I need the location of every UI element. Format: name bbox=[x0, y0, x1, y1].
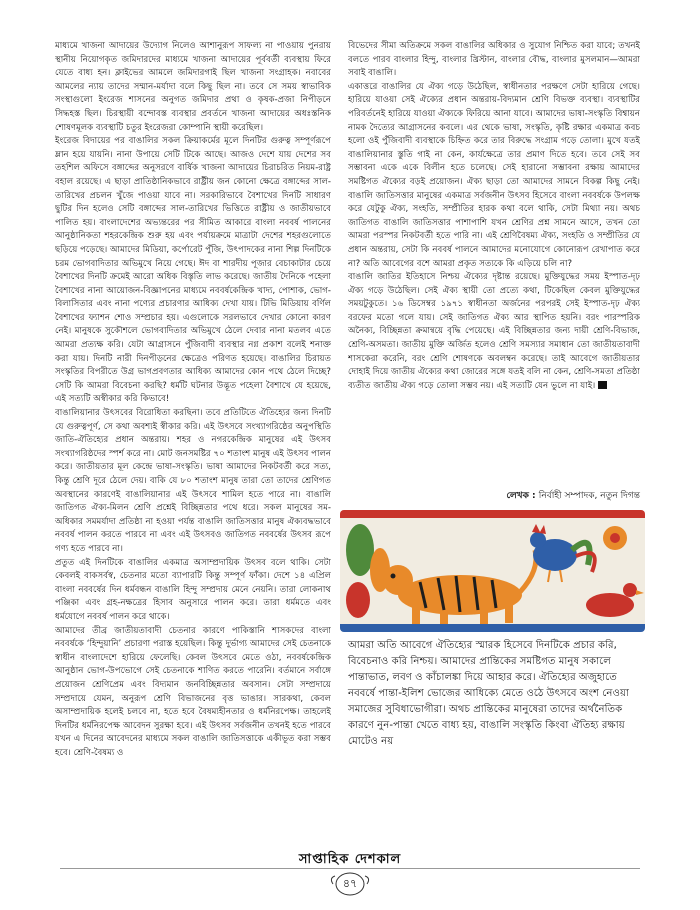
footer-divider bbox=[60, 868, 640, 869]
page-number-text: ৪৭ bbox=[342, 877, 358, 890]
author-name: নির্বাহী সম্পাদক, নতুন দিগন্ত bbox=[538, 491, 640, 501]
end-marker-icon bbox=[598, 381, 607, 389]
paragraph: বাঙালিয়ানার উৎসবের বিরোধিতা করছিনা। তবে প্রতিটিতে ঐতিহ্যের জন্য দিনটি যে গুরুত্বপূর্ণ, সে কথা অবশ্যই স্বীকার করি। এই উৎসবে সংখ্যাগরিষ্ঠের অনুপস্থিতি জাতি-ঐতিহ্যের প্রধান অন্তরায়। শহর ও নগরকেন্দ্রিক মানুষের এই উৎসব সংখ্যাগরিষ্ঠদের স্পর্শ করে না। মোট জনসমষ্টির ৭০ শতাংশ মানুষ এই উৎসব পালন করে। জাতীয়তার মূল কেন্দ্রে ভাষা-সংস্কৃতি। ভাষা আমাদের নিকটবর্তী করে সত্য, কিন্তু শ্রেণি দূরে ঠেলে দেয়। বাকি যে ৮০ শতাংশ মানুষ তারা তো তাদের শ্রেণিগত অবস্থানের কারণেই বাঙালিয়ানার এই উৎসবে শামিল হতে পারে না। বাঙালি জাতিগত ঐক্য-মিলন শ্রেণি প্রশ্নেই বিচ্ছিন্নতার পথে ধরে। সকল মানুষের সম-অধিকার সমমর্যাদা প্রতিষ্ঠা না হওয়া পর্যন্ত বাঙালি জাতিসত্তার মানুষ ঐক্যবদ্ধভাবে নববর্ষ পালন করতে পারবে না এবং এই উৎসবও জাতিগত নববর্ষের উৎসব রূপে গণ্য হতে পারবে না। bbox=[55, 408, 331, 554]
paragraph: মাধ্যমে খাজনা আদায়ের উদ্যোগ নিলেও আশানুরূপ সাফল্য না পাওয়ায় পুনরায় স্থানীয় নিয়োগকৃত জমিদারদের মাধ্যমে খাজনা আদায়ের পূর্ববর্তী ব্যবস্থায় ফিরে যেতে বাধ্য হন। ক্লাইভের আমলে জমিদারগাই ছিল খাজনা সংগ্রাহক। নবাবের আমলের ন্যায় তাদের সম্মান-মর্যাদা বলে কিছু ছিল না। তবে সে সময় স্বাভাবিক সংস্থাগুলো ইংরেজ শাসনের অনুগত জমিদার প্রথা ও কৃষক-প্রজা নিপীড়নে সিদ্ধহস্ত ছিল। চিরস্থায়ী বন্দোবস্ত ব্যবস্থার প্রবর্তনে খাজনা আদায়ের অধঃস্তনিক শোষণমূলক ব্যবস্থাটি চতুর ইংরেজরা কোম্পানি স্থায়ী করেছিল। bbox=[55, 41, 331, 133]
illustration-graphic bbox=[340, 510, 645, 632]
paragraph: আমাদের তীব্র জাতীয়তাবাদী চেতনার কারণে পাকিস্তানি শাসকদের বাংলা নববর্ষকে ‘হিন্দুয়ানি’ প্রচারণা পরাস্ত হয়েছিল। কিন্তু দুর্ভাগ্য আমাদের সেই চেতনাকে স্বাধীন বাংলাদেশে হারিয়ে ফেলেছি। কেবল উৎসবে মেতে ওঠা, নববর্ষকেন্দ্রিক আনুষ্ঠান ভোগ-উপভোগে সেই চেতনাকে শাণিত করতে পারেনি। বর্তমানে সর্বাঙ্গে প্রয়োজন শ্রেণিপ্রেম এবং বিদ্যমান জনবিচ্ছিন্নতার অবসান। সেটা সম্প্রদায়ে সম্প্রদায়ে যেমন, অনুরূপ শ্রেণি বিভাজনের বৃত্ত ভাঙার। সারকথা, কেবল অসাম্প্রদায়িক হলেই চলবে না, হতে হবে বৈষম্যহীনতার ও ধর্মনিরপেক্ষ। তাহলেই দিনটির ধর্মনিরপেক্ষ আবেদন সুরক্ষা হবে। এই উৎসব সর্বজনীন তখনই হতে পারবে যখন এ দিনের আবেদনের মাধ্যমে সকল বাঙালি জাতিসত্তাকে একীভূত করা সম্ভব হবে। শ্রেণি-বৈষম্য ও bbox=[55, 625, 331, 758]
masthead: সাপ্তাহিক দেশকাল bbox=[298, 852, 402, 867]
author-credit bbox=[348, 488, 640, 503]
paragraph: একাত্তরে বাঙালির যে ঐক্য গড়ে উঠেছিল, স্বাধীনতার পরক্ষণে সেটা হারিয়ে গেছে। হারিয়ে যাওয়া সেই ঐক্যের প্রধান অন্তরায়-বিদ্যমান শ্রেণি বিভক্ত ব্যবস্থা। ব্যবস্থাটির পরিবর্তনেই হারিয়ে যাওয়া ঐক্যকে ফিরিয়ে আনা যাবে। আমাদের ভাষা-সংস্কৃতি বিশ্বায়ন নামক দৈত্যের আগ্রাসনের কবলে। এর থেকে ভাষা, সংস্কৃতি, কৃষ্টি রক্ষার একমাত্র কবচ হলো ওই পুঁজিবাদী ব্যবস্থাকে চিহ্নিত করে তার বিরুদ্ধে সংগ্রাম গড়ে তোলা। মুখে যতই বাঙালিয়ানার স্তুতি গাই না কেন, কার্যক্ষেত্রে তার প্রমাণ দিতে হবে। তবে সেই সব সম্ভাবনা একে একে বিলীন হতে চলেছে। সেই হারানো সম্ভাবনা রক্ষায় আমাদের সমষ্টিগত ঐক্যের বড়ই প্রয়োজন। ঐক্য ছাড়া তো আমাদের সামনে বিকল্প কিছু নেই। বাঙালি জাতিসত্তার মানুষের একমাত্র সর্বজনীন উৎসব হিসেবে বাংলা নববর্ষকে উপলক্ষ করে যেটুকু ঐক্য, সংহতি, সম্প্রীতির হারক কথা বলে থাকি, সেটা মিথ্যা নয়। অথচ জাতিগত বাঙালি জাতিসত্তার পাশাপাশি যখন শ্রেণির প্রশ্ন সামনে আসে, তখন তো আমরা পরস্পর নিকটবর্তী হতে পারি না। এই শ্রেণিবৈষম্য ঐক্য, সংহতি ও সম্প্রীতির যে প্রধান অন্তরায়, সেটা কি নববর্ষ পালনে আমাদের মনোযোগে কোনোরূপ রেখাপাত করে না? অতি আবেগের বশে আমরা প্রকৃত সত্যকে কি এড়িয়ে চলি না? bbox=[348, 81, 640, 269]
left-column bbox=[55, 40, 331, 840]
paragraph: ইংরেজ বিদায়ের পর বাঙালির সকল ক্রিয়াকর্মের মূলে দিনটির গুরুত্ব সম্পূর্ণরূপে ম্লান হয়ে যায়নি। নানা উপায়ে সেটি টিকে আছে। আজও দেশে যায় দেশের সব তহশিল অফিসে বঙ্গাব্দের অনুসরণে বার্ষিক খাজনা আদায়ের চিরাচরিত নিয়ম-রাষ্ট্র বহাল রয়েছে। এ ছাড়া প্রাতিষ্ঠানিকভাবে রাষ্ট্রীয় জন কোনো ক্ষেত্রে বঙ্গাব্দের সাল-তারিখের প্রচলন খুঁজে পাওয়া যাবে না। সরকারিভাবে বৈশাখের দিনটি সাধারণ ছুটির দিন হলেও সেটি বঙ্গাব্দের সাল-তারিখের ভিত্তিতে রাষ্ট্রীয় ও জাতীয়ভাবে পালিত হয়। বাংলাদেশের অভ্যন্তরের পর সীমিত আকারে বাংলা নববর্ষ পালনের আনুষ্ঠানিকতা শহরকেন্দ্রিক শুরু হয় এবং পর্যায়ক্রমে মাত্রাটা দেশের শহরগুলোতে ছড়িয়ে পড়েছে। আমাদের মিডিয়া, কর্পোরেট পুঁজি, উৎপাদকের নানা শিল্প দিনটিকে চরম ভোগবাদিতার অভিমুখে নিয়ে গেছে। ঈদ বা শারদীয় পূজার বেচাকাটার চেয়ে বৈশাখের দিনটি ক্রমেই আরো অধিক বিস্তৃতি লাভ করেছে। জাতীয় দৈনিকে পহেলা বৈশাখের নানা আয়োজন-বিজ্ঞাপনের মাধ্যমে নববর্ষকেন্দ্রিক খাদ্য, পোশাক, ভোগ-বিলাসিতার এবং নানা পণ্যের প্রচারণার আধিক্য দেখা যায়। টিভি মিডিয়ায় বর্ণিল বৈশাখের ফ্যাশন শোও সম্প্রচার হয়। এগুলোকে সরলভাবে দেখার কোনো কারণ নেই। মানুষকে সুকৌশলে ভোগবাদিতার অভিমুখে ঠেলে দেবার নানা মতলব এতে আমরা প্রত্যক্ষ করি। যেটা আগ্রাসনে পুঁজিবাদী ব্যবস্থার নগ্ন প্রকাশ বলেই শনাক্ত করা যায়। দিনটি নারী দিনপীড়নের ক্ষেত্রেও পরিণত হয়েছে। বাঙালির চিরায়ত সংস্কৃতির বিপরীতে উগ্র ভাগপ্রবণতার আধিক্য আমাদের কোন পথে ঠেলে দিচ্ছে? সেটি কি আমরা বিবেচনা করছি? ধর্মটি ঘটনার উদ্ভূত পহেলা বৈশাখে যে হয়েছে, এই সত্যটি অস্বীকার করি কিভাবে! bbox=[55, 136, 331, 405]
pull-quote: আমরা অতি আবেগে ঐতিহ্যের স্মারক হিসেবে দিনটিকে প্রচার করি, বিবেচনাও করি নিশ্চয়। আমাদের প্রান্তিকের সমষ্টিগত মানুষ সকালে পান্তাভাত, লবণ ও কাঁচালঙ্কা দিয়ে আহার করে। ঐতিহ্যের অজুহাতে নববর্ষে পান্তা-ইলিশ ভোজের আধিক্যে মেতে ওঠে উৎসবে অংশ নেওয়া সমাজের সুবিধাভোগীরা। অথচ প্রান্তিকের মানুষেরা তাদের অর্থনৈতিক কারণে নুন-পান্তা খেতে বাধ্য হয়, বাঙালি সংস্কৃতি কিংবা ঐতিহ্য রক্ষায় মোটেও নয় bbox=[348, 640, 629, 747]
paragraph-text: বাঙালি জাতির ইতিহাসে নিশ্চয় ঐক্যের দৃষ্টান্ত রয়েছে। মুক্তিযুদ্ধের সময় ইস্পাত-দৃঢ় ঐক্য গড়ে উঠেছিল। সেই ঐক্য স্থায়ী তো প্রত্যে কথা, টিকেছিল কেবল মুক্তিযুদ্ধের সময়টুকুতে। ১৬ ডিসেম্বর ১৯৭১ স্বাধীনতা অর্জনের পরপরই সেই ইস্পাত-দৃঢ় ঐক্য বরফের মতো গলে যায়। সেই জাতিগত ঐক্য আর স্থাপিত হয়নি। বরং পারস্পরিক অনৈক্য, বিচ্ছিন্নতা ক্রমান্বয়ে বৃদ্ধি পেয়েছে। এই বিচ্ছিন্নতার জন্য দায়ী শ্রেণি-বিভাজ, শ্রেণি-অসমতা। জাতীয় মুক্তি অর্জিত হলেও শ্রেণি সমস্যার সমাধান তো জাতীয়তাবাদী শাসকেরা করেনি, বরং শ্রেণি শোষণকে অবলম্বন করেছে। তাই আবেগে জাতীয়তার দোহাই দিয়ে জাতীয় ঐক্যের কথা জোরের সঙ্গে যতই বলি না কেন, শ্রেণি-সমতা প্রতিষ্ঠা ব্যতীত জাতীয় ঐক্য গড়ে তোলা সম্ভব নয়। এই সত্যটি যেন ভুলে না যাই। bbox=[348, 272, 640, 391]
flower-icon bbox=[603, 526, 627, 550]
page-number bbox=[325, 870, 375, 898]
right-column bbox=[348, 40, 640, 480]
paragraph: বিভেদের সীমা অতিক্রমে সকল বাঙালির অধিকার ও সুযোগ নিশ্চিত করা যাবে; তখনই বলতে পারব বাংলার হিন্দু, বাংলার খ্রিস্টান, বাংলার বৌদ্ধ, বাংলার মুসলমান—আমরা সবাই বাঙালি। bbox=[348, 41, 640, 79]
paragraph: প্রতুত এই দিনটিকে বাঙালির একমাত্র অসাম্প্রদায়িক উৎসব বলে থাকি। সেটা কেবলই বাকসর্বস্ব, চেতনার মতো ব্যাপারটি কিন্তু সম্পূর্ণ ফাঁকা। দেশে ১৪ এপ্রিল বাংলা নববর্ষের দিন ধর্মবন্ধন বাঙালি হিন্দু সম্প্রদায় মেনে নেয়নি। তারা লোকনাথ পঞ্জিকা এবং গ্রহ-নক্ষত্রের হিসাব অনুসারে পালন করে। তারা ধর্মমতে এবং ধর্মযোগে নববর্ষ পালন করে থাকে। bbox=[55, 557, 331, 622]
paragraph-last bbox=[348, 271, 640, 393]
author-label: লেখক : bbox=[506, 491, 536, 501]
folk-art-illustration bbox=[340, 510, 645, 632]
